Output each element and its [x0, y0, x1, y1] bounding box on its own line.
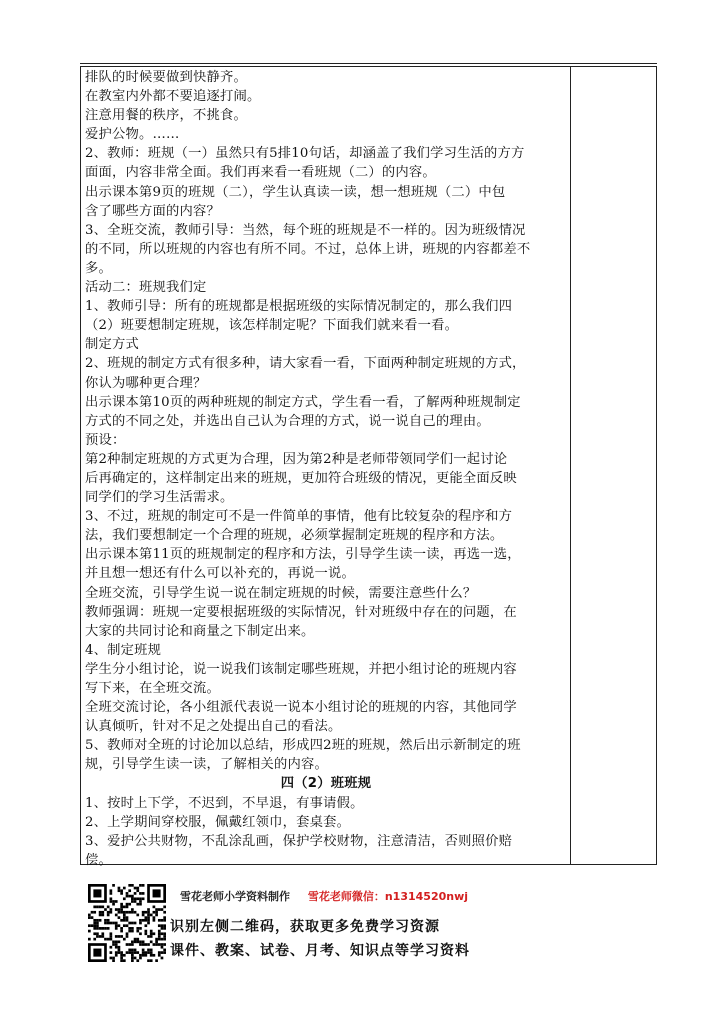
text-line: 学生分小组讨论，说一说我们该制定哪些班规，并把小组讨论的班规内容: [85, 661, 517, 677]
text-line: 2、上学期间穿校服，佩戴红领巾，套桌套。: [85, 814, 351, 830]
text-line: 3、爱护公共财物，不乱涂乱画，保护学校财物，注意清洁，否则照价赔: [85, 833, 513, 849]
text-line: 1、按时上下学，不迟到，不早退，有事请假。: [85, 795, 364, 811]
text-line: 预设：: [85, 432, 126, 448]
text-line: 偿。: [85, 852, 112, 868]
text-line: 你认为哪种更合理？: [85, 375, 207, 391]
text-line: 法，我们要想制定一个合理的班规，必须掌握制定班规的程序和方法。: [85, 528, 504, 544]
text-line: 第2种制定班规的方式更为合理，因为第2种是老师带领同学们一起讨论: [85, 451, 508, 467]
text-line: 3、不过，班规的制定可不是一件简单的事情，他有比较复杂的程序和方: [85, 509, 513, 525]
text-line: 并且想一想还有什么可以补充的，再说一说。: [85, 566, 355, 582]
brand-left: 雪花老师小学资料制作: [180, 890, 290, 903]
text-line: 写下来，在全班交流。: [85, 681, 220, 696]
text-line: 出示课本第9页的班规（二），学生认真读一读，想一想班规（二）中包: [85, 184, 506, 200]
text-line: 排队的时候要做到快静齐。: [85, 70, 247, 85]
text-line: 的不同，所以班规的内容也有所不同。不过，总体上讲，班规的内容都差不: [85, 241, 531, 257]
text-line: （2）班要想制定班规，该怎样制定呢？下面我们就来看一看。: [85, 318, 459, 334]
text-line: 在教室内外都不要追逐打闹。: [85, 89, 261, 105]
footer-line-1: 识别左侧二维码，获取更多免费学习资源: [170, 919, 440, 935]
text-line: 教师强调：班规一定要根据班级的实际情况，针对班级中存在的问题，在: [85, 604, 517, 620]
brand-line: [180, 888, 468, 904]
top-rule: [80, 63, 657, 64]
text-line: 同学们的学习生活需求。: [85, 490, 234, 506]
footer-line-2: 课件、教案、试卷、月考、知识点等学习资料: [170, 943, 470, 959]
text-line: 制定方式: [85, 337, 139, 353]
text-line: 出示课本第10页的两种班规的制定方式，学生看一看，了解两种班规制定: [85, 394, 521, 410]
text-line: 4、制定班规: [85, 642, 162, 658]
lesson-content: [85, 68, 567, 870]
text-line: 5、教师对全班的讨论加以总结，形成四2班的班规，然后出示新制定的班: [85, 738, 521, 754]
brand-right: 雪花老师微信：n1314520nwj: [307, 890, 469, 903]
text-line: 多。: [85, 260, 112, 276]
footer-banner: [88, 884, 648, 964]
text-line: 3、全班交流，教师引导：当然，每个班的班规是不一样的。因为班级情况: [85, 222, 526, 238]
text-line: 规，引导学生读一读，了解相关的内容。: [85, 757, 328, 773]
text-line: 全班交流讨论，各小组派代表说一说本小组讨论的班规的内容，其他同学: [85, 700, 517, 716]
text-line: 后再确定的，这样制定出来的班规，更加符合班级的情况，更能全面反映: [85, 470, 517, 486]
text-line: 方式的不同之处，并选出自己认为合理的方式，说一说自己的理由。: [85, 413, 490, 429]
text-line: 注意用餐的秩序，不挑食。: [85, 108, 247, 124]
text-line: 大家的共同讨论和商量之下制定出来。: [85, 623, 315, 639]
text-line: 含了哪些方面的内容？: [85, 203, 220, 219]
lesson-table: [80, 67, 657, 868]
column-divider: [570, 67, 571, 864]
text-line: 2、班规的制定方式有很多种，请大家看一看，下面两种制定班规的方式，: [85, 356, 526, 372]
text-line: 认真倾听，针对不足之处提出自己的看法。: [85, 719, 342, 735]
text-line: 2、教师：班规（一）虽然只有5排10句话，却涵盖了我们学习生活的方方: [85, 146, 525, 162]
section-heading: 四（2）班班规: [280, 776, 372, 792]
text-line: 全班交流，引导学生说一说在制定班规的时候，需要注意些什么？: [85, 585, 477, 601]
qr-code-icon: [88, 884, 166, 962]
text-line: 面面，内容非常全面。我们再来看一看班规（二）的内容。: [85, 165, 436, 181]
text-line: 1、教师引导：所有的班规都是根据班级的实际情况制定的，那么我们四: [85, 299, 513, 315]
text-line: 活动二：班规我们定: [85, 280, 207, 296]
text-line: 爱护公物。……: [85, 127, 180, 143]
text-line: 出示课本第11页的班规制定的程序和方法，引导学生读一读，再选一选，: [85, 547, 521, 563]
